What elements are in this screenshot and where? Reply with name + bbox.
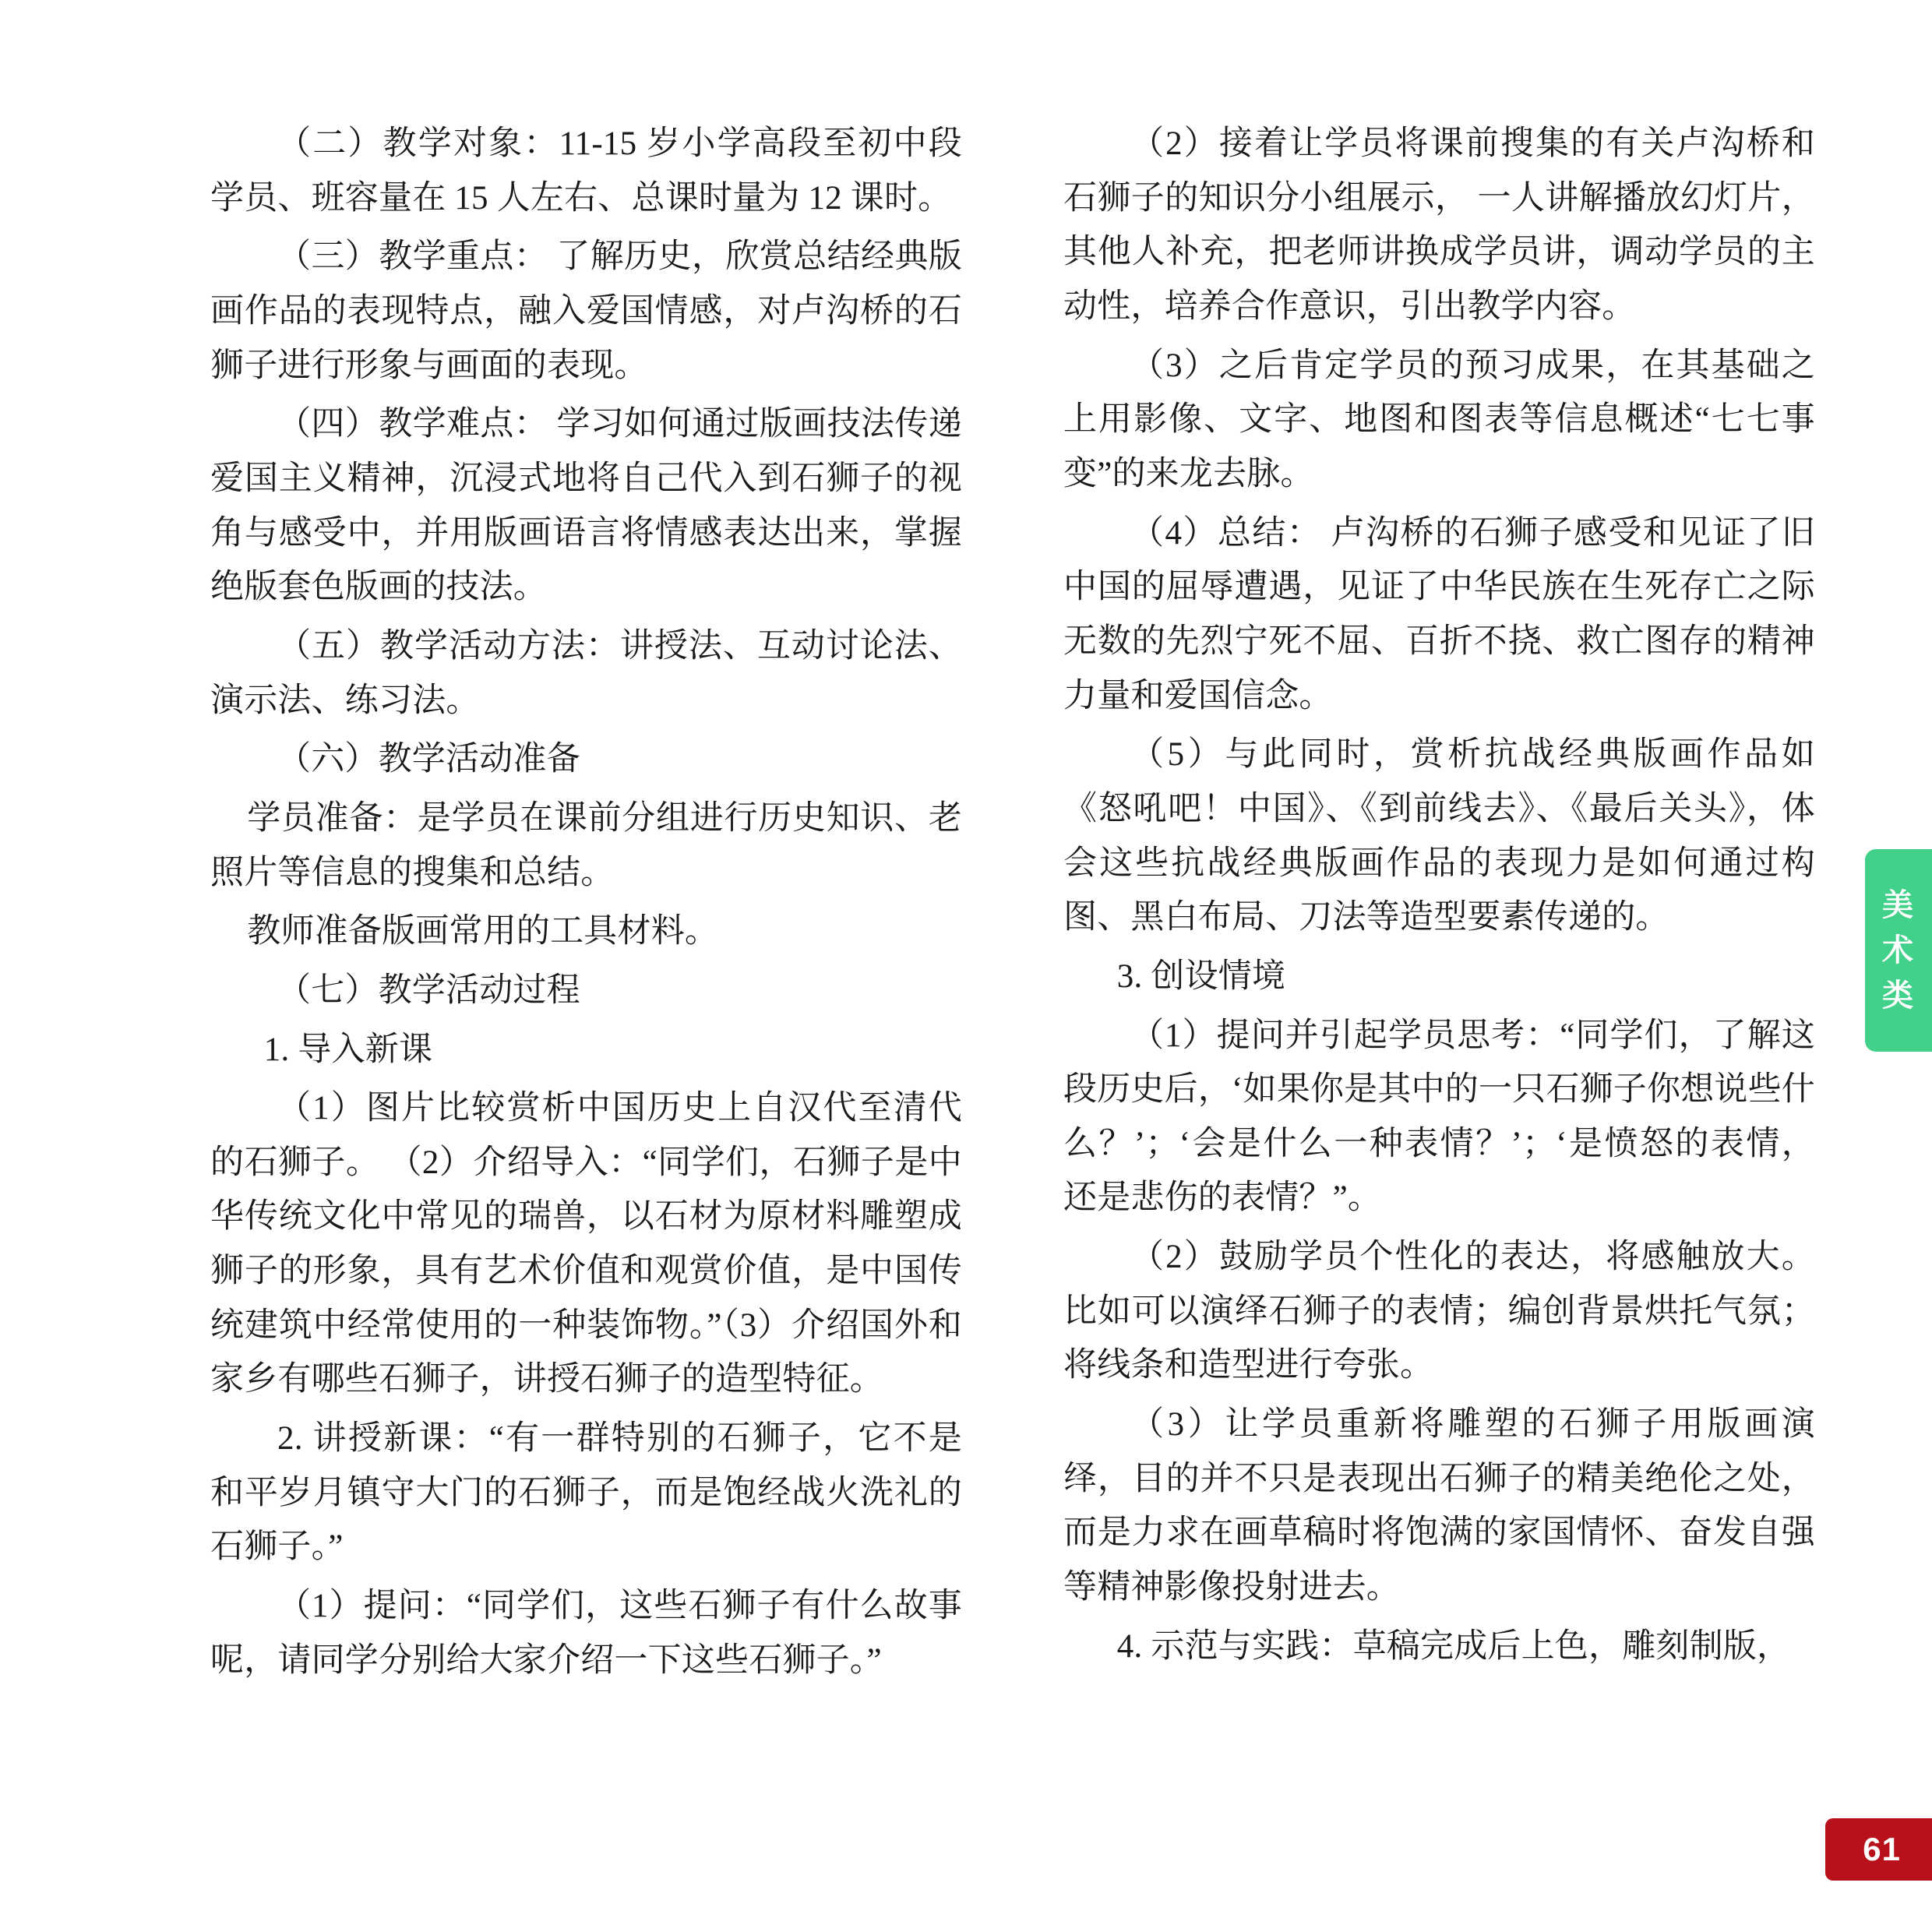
paragraph: （五）教学活动方法：讲授法、互动讨论法、演示法、练习法。 bbox=[210, 627, 962, 719]
right-column bbox=[1063, 117, 1815, 1692]
paragraph: 教师准备版画常用的工具材料。 bbox=[247, 913, 719, 950]
paragraph: （2）鼓励学员个性化的表达，将感触放大。比如可以演绎石狮子的表情；编创背景烘托气氛；将线条和造型进行夸张。 bbox=[1063, 1239, 1815, 1384]
two-column-body bbox=[210, 117, 1815, 1692]
paragraph: 学员准备：是学员在课前分组进行历史知识、老照片等信息的搜集和总结。 bbox=[210, 799, 962, 891]
side-tab-char: 类 bbox=[1882, 978, 1915, 1013]
paragraph: （三）教学重点： 了解历史，欣赏总结经典版画作品的表现特点，融入爱国情感，对卢沟桥的石狮子进行形象与画面的表现。 bbox=[210, 238, 962, 384]
paragraph: （2）接着让学员将课前搜集的有关卢沟桥和石狮子的知识分小组展示， 一人讲解播放幻灯片， 其他人补充，把老师讲换成学员讲，调动学员的主动性，培养合作意识，引出教学内容。 bbox=[1063, 125, 1815, 325]
paragraph: （1）提问：“同学们，这些石狮子有什么故事呢，请同学分别给大家介绍一下这些石狮子。” bbox=[210, 1588, 962, 1679]
paragraph: （3）让学员重新将雕塑的石狮子用版画演绎，目的并不只是表现出石狮子的精美绝伦之处，而是力求在画草稿时将饱满的家国情怀、奋发自强等精神影像投射进去。 bbox=[1063, 1406, 1815, 1606]
paragraph: （1）图片比较赏析中国历史上自汉代至清代的石狮子。 （2）介绍导入：“同学们，石狮子是中华传统文化中常见的瑞兽，以石材为原材料雕塑成狮子的形象，具有艺术价值和观赏价值，是中国传统建筑中经常使用的一种装饰物。”（3）介绍国外和家乡有哪些石狮子，讲授石狮子的造型特征。 bbox=[210, 1090, 962, 1398]
paragraph: 3. 创设情境 bbox=[1116, 957, 1286, 995]
left-column bbox=[210, 117, 962, 1692]
paragraph: 4. 示范与实践：草稿完成后上色，雕刻制版， bbox=[1116, 1627, 1791, 1665]
section-side-tab bbox=[1865, 849, 1932, 1052]
paragraph: （3）之后肯定学员的预习成果，在其基础之上用影像、文字、地图和图表等信息概述“七七事变”的来龙去脉。 bbox=[1063, 347, 1815, 492]
paragraph: 2. 讲授新课：“有一群特别的石狮子，它不是和平岁月镇守大门的石狮子，而是饱经战火洗礼的石狮子。” bbox=[210, 1420, 962, 1566]
paragraph: 1. 导入新课 bbox=[263, 1031, 433, 1068]
paragraph: （二）教学对象：11-15 岁小学高段至初中段学员、班容量在 15 人左右、总课时量为 12 课时。 bbox=[210, 125, 962, 217]
paragraph: （四）教学难点： 学习如何通过版画技法传递爱国主义精神，沉浸式地将自己代入到石狮子的视角与感受中，并用版画语言将情感表达出来，掌握绝版套色版画的技法。 bbox=[210, 406, 962, 606]
paragraph: （六）教学活动准备 bbox=[277, 741, 580, 778]
paragraph: （1）提问并引起学员思考：“同学们，了解这段历史后，‘如果你是其中的一只石狮子你想说些什么？’；‘会是什么一种表情？’；‘是愤怒的表情，还是悲伤的表情？”。 bbox=[1063, 1017, 1815, 1217]
paragraph: （七）教学活动过程 bbox=[277, 971, 580, 1009]
page-number: 61 bbox=[1825, 1818, 1932, 1881]
side-tab-char: 美 bbox=[1882, 888, 1915, 922]
side-tab-char: 术 bbox=[1882, 933, 1915, 968]
paragraph: （5）与此同时，赏析抗战经典版画作品如《怒吼吧！中国》、《到前线去》、《最后关头》，体会这些抗战经典版画作品的表现力是如何通过构图、黑白布局、刀法等造型要素传递的。 bbox=[1063, 736, 1815, 936]
paragraph: （4）总结： 卢沟桥的石狮子感受和见证了旧中国的屈辱遭遇，见证了中华民族在生死存亡之际无数的先烈宁死不屈、百折不挠、救亡图存的精神力量和爱国信念。 bbox=[1063, 514, 1815, 714]
